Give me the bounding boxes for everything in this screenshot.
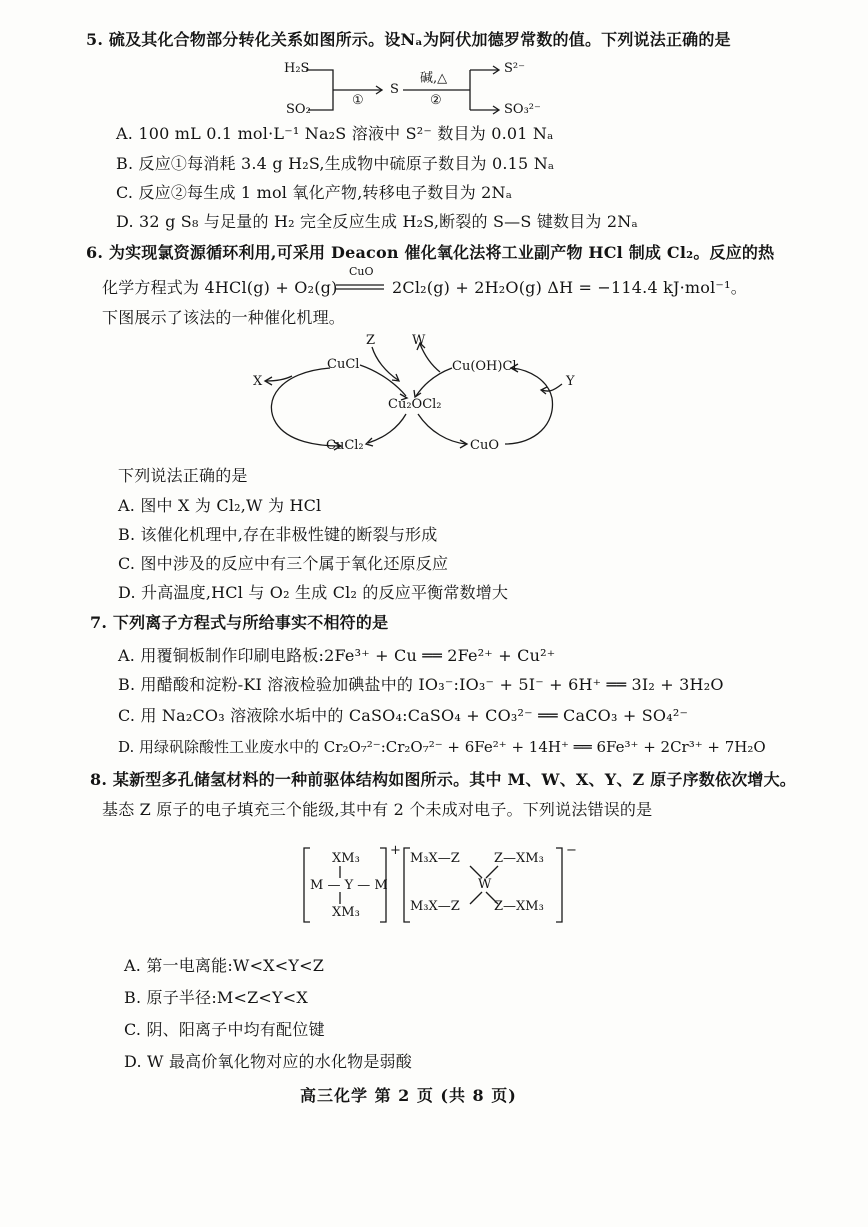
- label-z: Z: [366, 333, 376, 348]
- q8-option-c: C. 阴、阳离子中均有配位键: [124, 1020, 325, 1039]
- q7-option-d: D. 用绿矾除酸性工业废水中的 Cr₂O₇²⁻:Cr₂O₇²⁻ + 6Fe²⁺ + 14H⁺ ══ 6Fe³⁺ + 2Cr³⁺ + 7H₂O: [118, 738, 766, 756]
- anion-top-left: M₃X—Z: [410, 851, 460, 866]
- q5-option-b: B. 反应①每消耗 3.4 g H₂S,生成物中硫原子数目为 0.15 Nₐ: [116, 154, 555, 173]
- label-y: Y: [566, 374, 575, 389]
- label-condition: 碱,△: [420, 71, 448, 86]
- label-cu2ocl2: Cu₂OCl₂: [388, 397, 442, 412]
- q5-option-c: C. 反应②每生成 1 mol 氧化产物,转移电子数目为 2Nₐ: [116, 183, 513, 202]
- q6-option-d: D. 升高温度,HCl 与 O₂ 生成 Cl₂ 的反应平衡常数增大: [118, 583, 509, 602]
- q8-option-a: A. 第一电离能:W<X<Y<Z: [124, 956, 325, 975]
- label-w: W: [412, 333, 426, 348]
- q6-stem-line2a: 化学方程式为 4HCl(g) + O₂(g): [102, 278, 338, 297]
- label-cucl2: CuCl₂: [326, 438, 364, 453]
- q8-option-d: D. W 最高价氧化物对应的水化物是弱酸: [124, 1052, 412, 1071]
- label-cucl: CuCl: [327, 357, 360, 372]
- q6-stem-line1: 6. 为实现氯资源循环利用,可采用 Deacon 催化氧化法将工业副产物 HCl 制成 Cl₂。反应的热: [86, 243, 775, 262]
- q7-stem: 7. 下列离子方程式与所给事实不相符的是: [90, 613, 389, 632]
- label-cuohcl: Cu(OH)Cl: [452, 359, 517, 374]
- cation-middle: M — Y — M: [310, 878, 388, 893]
- q6-prompt: 下列说法正确的是: [118, 466, 248, 485]
- anion-charge: −: [566, 843, 577, 858]
- cation-charge: +: [390, 843, 401, 858]
- q6-catalyst: CuO: [349, 265, 374, 278]
- label-x: X: [253, 374, 263, 389]
- page-footer: 高三化学 第 2 页 (共 8 页): [300, 1086, 517, 1105]
- q6-stem-line2b: 2Cl₂(g) + 2H₂O(g) ΔH = −114.4 kJ·mol⁻¹。: [392, 278, 747, 297]
- label-step2: ②: [430, 93, 442, 108]
- cation-bottom: XM₃: [332, 905, 360, 920]
- q8-stem-line2: 基态 Z 原子的电子填充三个能级,其中有 2 个未成对电子。下列说法错误的是: [102, 800, 653, 819]
- label-step1: ①: [352, 93, 364, 108]
- q5-stem: 5. 硫及其化合物部分转化关系如图所示。设Nₐ为阿伏加德罗常数的值。下列说法正确的是: [86, 30, 731, 49]
- anion-bottom-right: Z—XM₃: [494, 899, 544, 914]
- label-cuo: CuO: [470, 438, 499, 453]
- q5-option-d: D. 32 g S₈ 与足量的 H₂ 完全反应生成 H₂S,断裂的 S—S 键数目为 2Nₐ: [116, 212, 638, 231]
- q6-option-c: C. 图中涉及的反应中有三个属于氧化还原反应: [118, 554, 449, 573]
- label-s2-minus: S²⁻: [504, 61, 525, 76]
- label-so3-2minus: SO₃²⁻: [504, 102, 541, 117]
- q6-option-b: B. 该催化机理中,存在非极性键的断裂与形成: [118, 525, 438, 544]
- q6-stem-line3: 下图展示了该法的一种催化机理。: [102, 308, 346, 327]
- cation-top: XM₃: [332, 851, 360, 866]
- q8-option-b: B. 原子半径:M<Z<Y<X: [124, 988, 308, 1007]
- q6-option-a: A. 图中 X 为 Cl₂,W 为 HCl: [118, 496, 322, 515]
- q8-stem-line1: 8. 某新型多孔储氢材料的一种前驱体结构如图所示。其中 M、W、X、Y、Z 原子序数依次增大。: [90, 770, 797, 789]
- label-h2s: H₂S: [284, 61, 310, 76]
- q5-option-a: A. 100 mL 0.1 mol·L⁻¹ Na₂S 溶液中 S²⁻ 数目为 0.01 Nₐ: [116, 124, 554, 143]
- anion-top-right: Z—XM₃: [494, 851, 544, 866]
- anion-center-w: W: [478, 877, 492, 892]
- q7-option-b: B. 用醋酸和淀粉-KI 溶液检验加碘盐中的 IO₃⁻:IO₃⁻ + 5I⁻ + 6H⁺ ══ 3I₂ + 3H₂O: [118, 675, 724, 694]
- q7-option-c: C. 用 Na₂CO₃ 溶液除水垢中的 CaSO₄:CaSO₄ + CO₃²⁻ ══ CaCO₃ + SO₄²⁻: [118, 706, 689, 725]
- label-s: S: [390, 82, 399, 97]
- q7-option-a: A. 用覆铜板制作印刷电路板:2Fe³⁺ + Cu ══ 2Fe²⁺ + Cu²⁺: [118, 646, 556, 665]
- anion-bottom-left: M₃X—Z: [410, 899, 460, 914]
- label-so2: SO₂: [286, 102, 311, 117]
